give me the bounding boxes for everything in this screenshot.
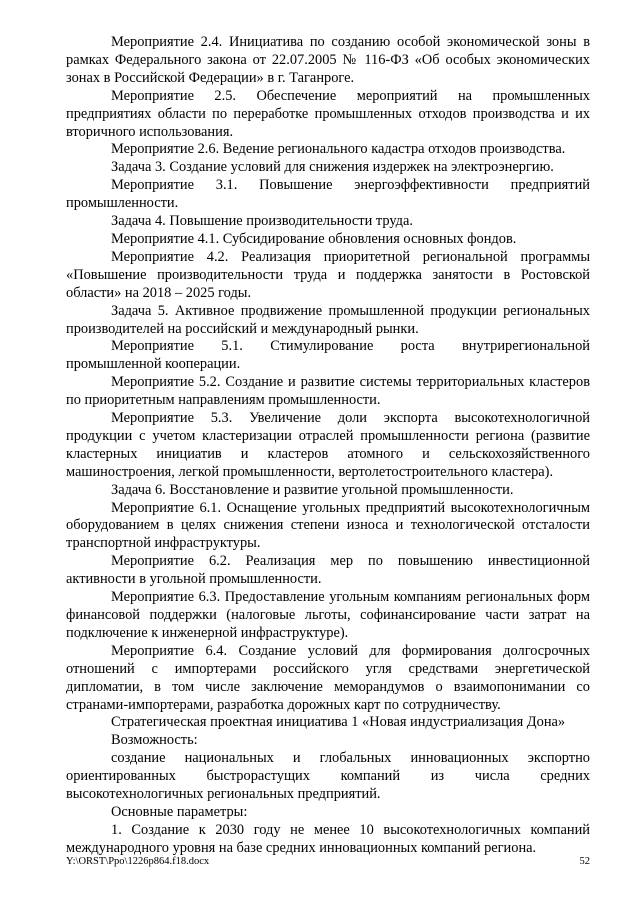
- paragraph-parameters-heading: Основные параметры:: [111, 803, 248, 820]
- paragraph-initiative-title: Стратегическая проектная инициатива 1 «Новая индустриализация Дона»: [111, 714, 566, 731]
- paragraph-measure-2-6: Мероприятие 2.6. Ведение регионального кадастра отходов производства.: [111, 141, 566, 158]
- paragraph-task-6: Задача 6. Восстановление и развитие угольной промышленности.: [111, 481, 514, 498]
- paragraph-task-3: Задача 3. Создание условий для снижения издержек на электроэнергию.: [111, 159, 554, 176]
- footer-file-path: Y:\ORST\Ppo\1226p864.f18.docx: [66, 856, 210, 867]
- paragraph-measure-5-2: Мероприятие 5.2. Создание и развитие системы территориальных кластеров по приоритетным направлениям промышленности.: [66, 374, 590, 409]
- document-body: [66, 34, 590, 858]
- paragraph-parameter-1: 1. Создание к 2030 году не менее 10 высокотехнологичных компаний международного уровня на базе средних инновационных компаний региона.: [66, 821, 590, 856]
- paragraph-opportunity-text: создание национальных и глобальных инновационных экспортно ориентированных быстрорастущих компаний из числа средних высокотехнологичных региональных предприятий.: [66, 750, 590, 803]
- paragraph-measure-2-4: Мероприятие 2.4. Инициатива по созданию особой экономической зоны в рамках Федерального закона от 22.07.2005 № 116-ФЗ «Об особых экономических зонах в Российской Федерации» в г. Таганроге.: [66, 34, 590, 86]
- paragraph-measure-6-1: Мероприятие 6.1. Оснащение угольных предприятий высокотехнологичным оборудованием в целях снижения степени износа и технологической отсталости транспортной инфраструктуры.: [66, 499, 590, 552]
- footer-page-number: 52: [579, 856, 590, 867]
- paragraph-measure-4-2: Мероприятие 4.2. Реализация приоритетной региональной программы «Повышение производительности труда и поддержка занятости в Ростовской области» на 2018 – 2025 годы.: [66, 248, 590, 301]
- paragraph-task-4: Задача 4. Повышение производительности труда.: [111, 213, 413, 230]
- paragraph-opportunity-heading: Возможность:: [111, 732, 198, 749]
- paragraph-measure-4-1: Мероприятие 4.1. Субсидирование обновления основных фондов.: [111, 230, 517, 247]
- paragraph-measure-2-5: Мероприятие 2.5. Обеспечение мероприятий на промышленных предприятиях области по переработке промышленных отходов производства и их вторичного использования.: [66, 87, 590, 140]
- paragraph-task-5: Задача 5. Активное продвижение промышленной продукции региональных производителей на российский и международный рынки.: [66, 302, 590, 337]
- page-footer: [66, 855, 590, 869]
- paragraph-measure-3-1: Мероприятие 3.1. Повышение энергоэффективности предприятий промышленности.: [66, 177, 590, 212]
- paragraph-measure-6-3: Мероприятие 6.3. Предоставление угольным компаниям региональных форм финансовой поддержки (налоговые льготы, софинансирование части затрат на подключение к инженерной инфраструктуре).: [66, 589, 590, 641]
- paragraph-measure-6-2: Мероприятие 6.2. Реализация мер по повышению инвестиционной активности в угольной промышленности.: [66, 553, 590, 588]
- paragraph-measure-5-3: Мероприятие 5.3. Увеличение доли экспорта высокотехнологичной продукции с учетом кластеризации отраслей промышленности региона (развитие кластерных инициатив и кластеров атомного и сельскохозяйственного машиностроения, легкой промышленности, вертолетостроительного кластера).: [66, 410, 590, 480]
- paragraph-measure-5-1: Мероприятие 5.1. Стимулирование роста внутрирегиональной промышленной кооперации.: [66, 338, 590, 373]
- paragraph-measure-6-4: Мероприятие 6.4. Создание условий для формирования долгосрочных отношений с импортерами российского угля средствами энергетической дипломатии, в том числе заключение меморандумов о взаимопонимании со странами-импортерами, разработка дорожных карт по сотрудничеству.: [66, 642, 590, 713]
